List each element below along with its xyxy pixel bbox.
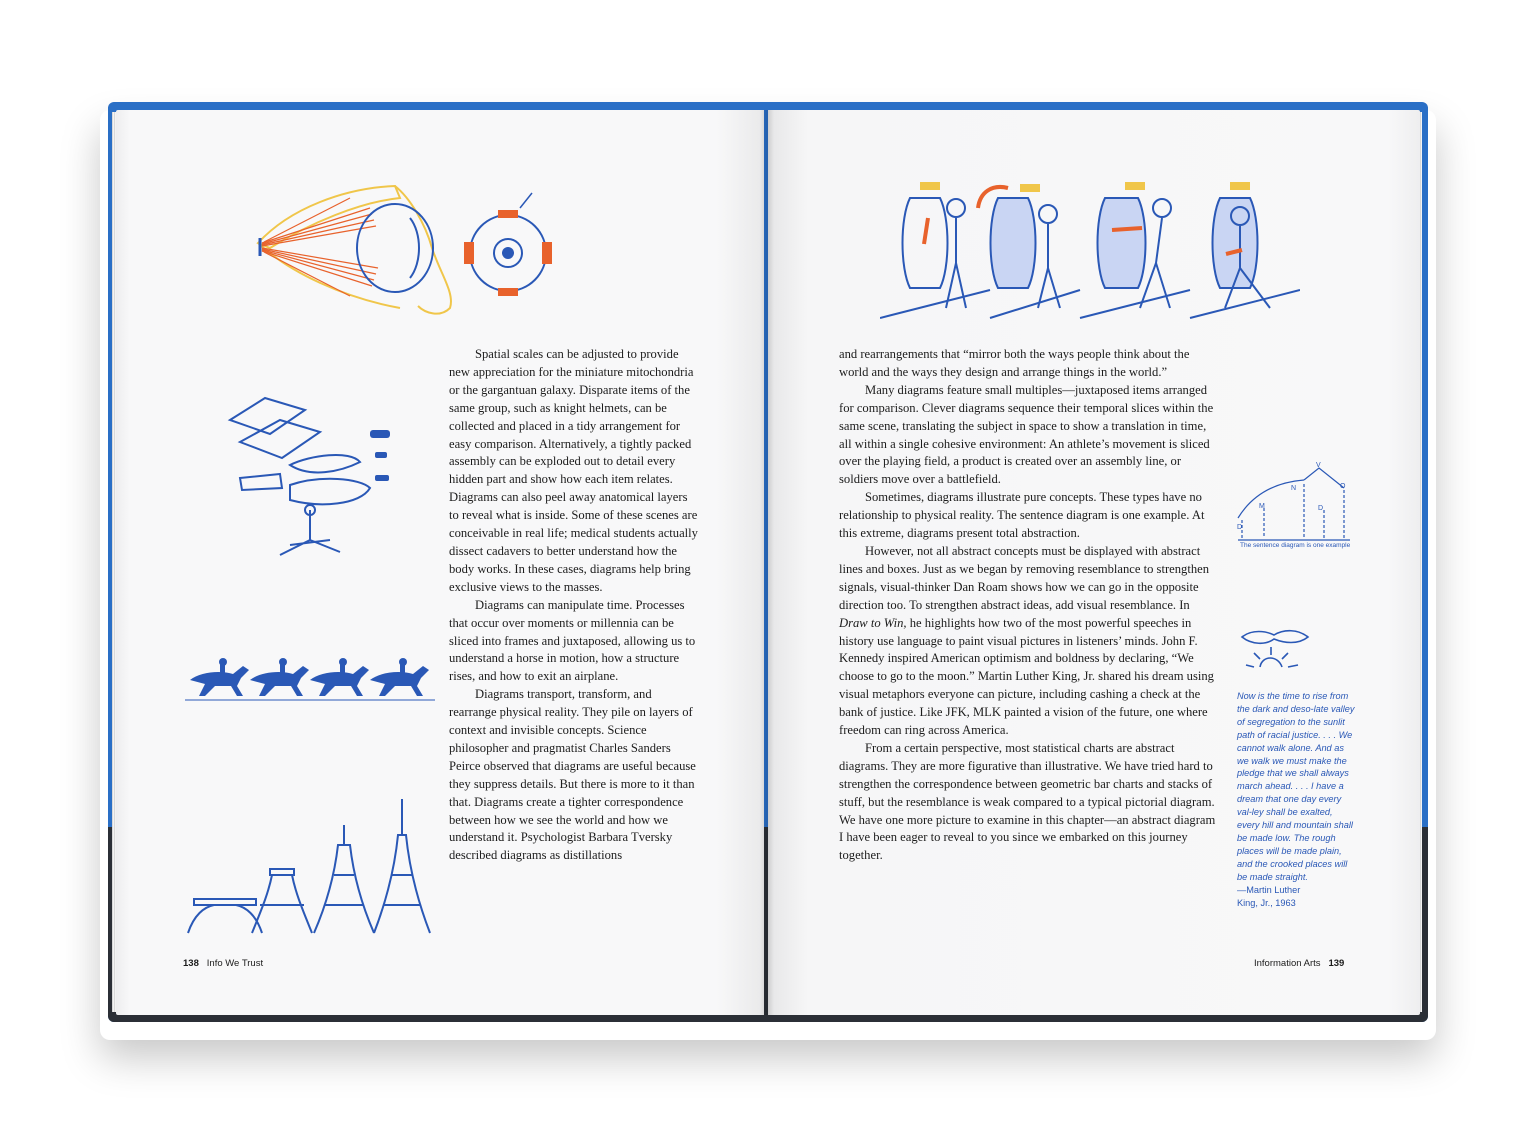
body-paragraph: and rearrangements that “mirror both the ways people think about the world and the ways they design and arrange things in the world.” (839, 347, 1190, 379)
body-paragraph: Spatial scales can be adjusted to provide new appreciation for the miniature mitochondria or the gargantuan galaxy. Disparate items of the same group, such as knight helmets, can be collected and placed in a tidy arrangement for easy comparison. Alternatively, a tightly packed assembly can be exploded out to detail every hidden part and show how each item relates. Diagrams can also peel away anatomical layers to reveal what is inside. Some of these scenes are conceivable in real life; medical students actually dissect cadavers to better understand how the body works. In these cases, diagrams help bring exclusive views to the masses. (449, 347, 698, 594)
body-paragraph: Many diagrams feature small multiples—juxtaposed items arranged for comparison. Clever diagrams sequence their temporal slices within the same scene, translating the subject in space to show a translation in time, all within a single cohesive environment: An athlete’s movement is sliced over the playing field, a product is created over an assembly line, or soldiers move over a battlefield. (839, 382, 1214, 487)
body-paragraph: Sometimes, diagrams illustrate pure concepts. These types have no relationship to physical reality. The sentence diagram is one example. At this extreme, diagrams present total abstraction. (839, 490, 1205, 541)
quote-attribution-date: King, Jr., 1963 (1237, 897, 1296, 908)
mlk-sunrise-illustration (1238, 625, 1313, 670)
page-number: 139 (1328, 958, 1345, 969)
page-number: 138 (183, 958, 199, 969)
left-page-body-text (449, 346, 699, 865)
exploded-chair-illustration (210, 390, 400, 565)
sentence-diagram-illustration (1234, 460, 1354, 545)
eye-anatomy-illustration (250, 178, 570, 328)
sentence-diagram-letter: N (1291, 485, 1297, 492)
sentence-diagram-letter: D (1318, 505, 1324, 512)
sentence-diagram-letter: O (1340, 483, 1346, 490)
quote-text: Now is the time to rise from the dark and deso-late valley of segregation to the sunlit path of racial justice. . . . We cannot walk alone. And as we walk we must make the pledge that we shall always march ahead. . . . I have a dream that one day every val-ley shall be exalted, every hill and mountain shall be made low. The rough places will be made plain, and the crooked places will be made straight. (1237, 691, 1355, 882)
quote-attribution: —Martin Luther (1237, 884, 1301, 895)
sentence-diagram-caption: The sentence diagram is one example (1240, 542, 1351, 549)
airplane-exit-illustration (880, 178, 1300, 320)
body-paragraph: However, not all abstract concepts must be displayed with abstract lines and boxes. Just as we began by removing resemblance to strengthen signals, visual-thinker Dan Roam shows how we can go in the opposite direction too. To strengthen abstract ideas, add visual resemblance. In (839, 543, 1210, 612)
right-page-footer (1254, 958, 1344, 969)
body-paragraph-continuation: he highlights how two of the most powerful speeches in history use language to paint visual pictures in listeners’ minds. John F. Kennedy inspired American optimism and boldness by declaring, “We choose to go to the moon.” Martin Luther King, Jr. shared his dream using visual metaphors everyone can picture, including cashing a check at the bank of justice. Like JFK, MLK painted a vision of the future, one where freedom can ring across America. (839, 615, 1214, 738)
mlk-quote-sidebar (1237, 690, 1355, 909)
body-paragraph: Diagrams transport, transform, and rearrange physical reality. They pile on layers of context and invisible concepts. Science philosopher and pragmatist Charles Sanders Peirce observed that diagrams are useful because they suppress details. But there is more to it than that. Diagrams create a tighter correspondence between how we see the world and how we understand it. Psychologist Barbara Tversky described diagrams as distillations (449, 687, 696, 863)
sentence-diagram-letter: M (1259, 503, 1265, 510)
sentence-diagram-letter: D (1237, 524, 1243, 531)
eiffel-tower-sequence-illustration (184, 795, 434, 935)
body-paragraph (839, 615, 1221, 740)
book-title-italic: Draw to Win, (839, 615, 907, 630)
right-page-body-text (839, 346, 1221, 865)
running-head: Information Arts (1254, 958, 1321, 969)
sentence-diagram-letter: V (1316, 462, 1321, 469)
body-paragraph: From a certain perspective, most statistical charts are abstract diagrams. They are more figurative than illustrative. We have tried hard to strengthen the correspondence between geometric bar charts and stacks of stuff, but the resemblance is weak compared to a typical pictorial diagram. We have one more picture to examine in this chapter—an abstract diagram I have been eager to reveal to you since we embarked on this journey together. (839, 740, 1216, 863)
body-paragraph: Diagrams can manipulate time. Processes that occur over moments or millennia can be sliced into frames and juxtaposed, allowing us to understand a horse in motion, how a structure rises, and how to exit an airplane. (449, 597, 696, 684)
left-page-footer (183, 958, 263, 969)
book-gutter (760, 110, 774, 1015)
running-head: Info We Trust (206, 958, 264, 969)
horse-motion-illustration (185, 650, 435, 702)
